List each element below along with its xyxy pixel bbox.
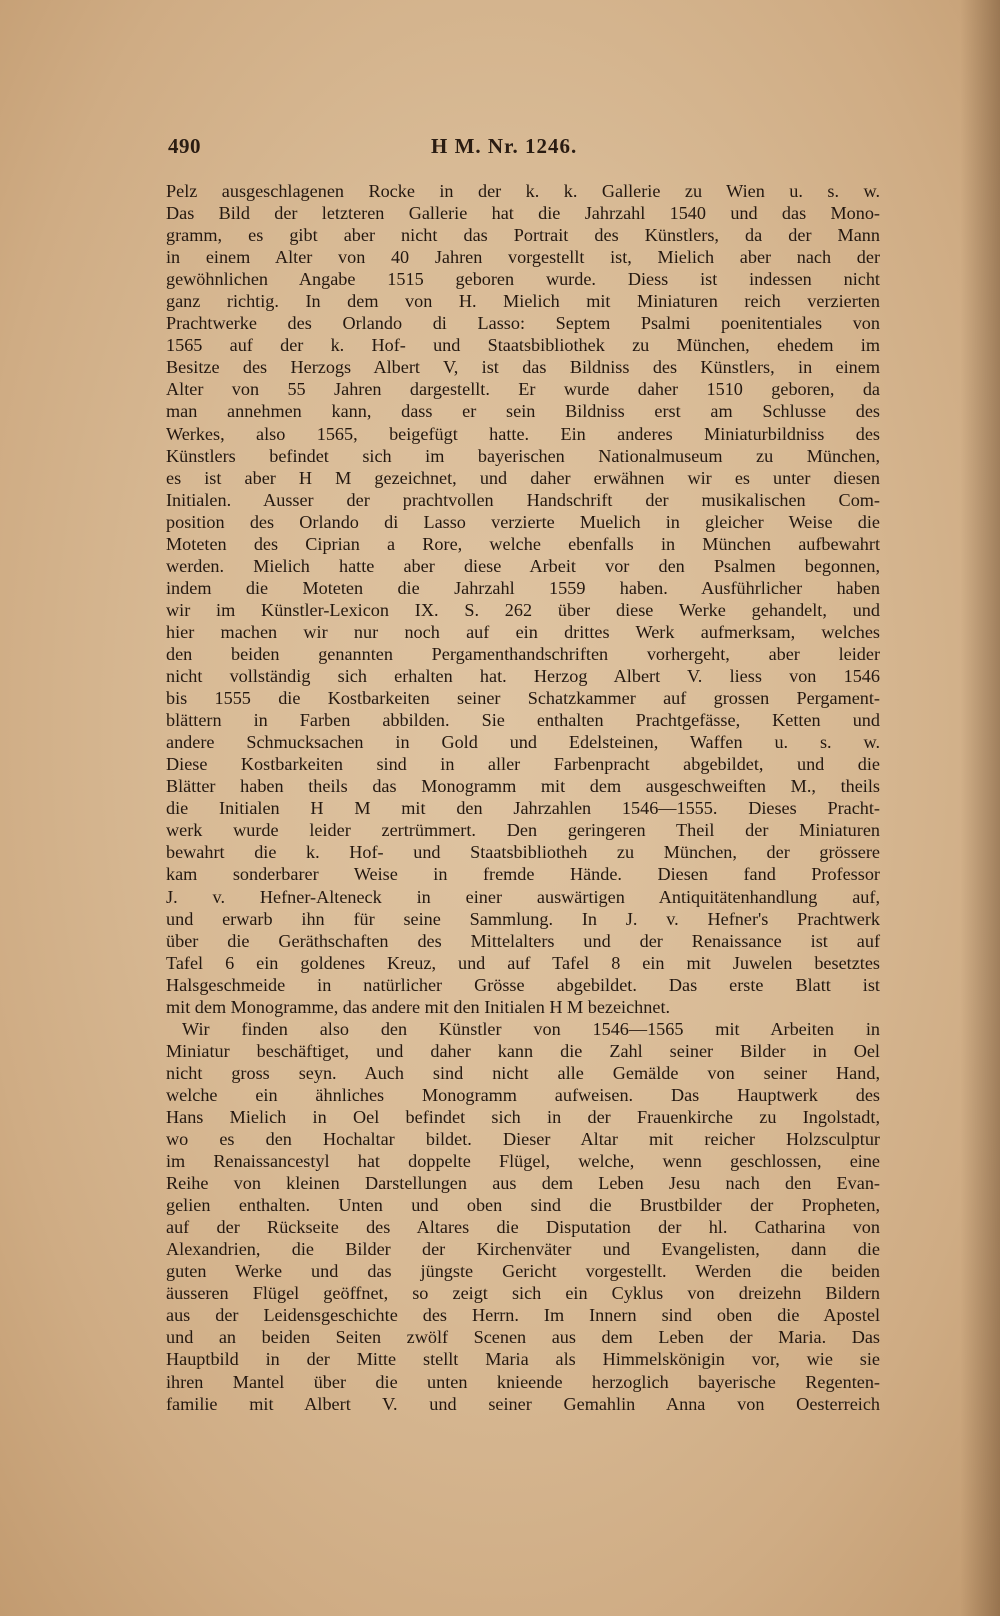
text-line: blättern in Farben abbilden. Sie enthalten Prachtgefässe, Ketten und: [166, 710, 880, 731]
text-line: indem die Moteten die Jahrzahl 1559 haben. Ausführlicher haben: [166, 577, 880, 598]
text-line: und an beiden Seiten zwölf Scenen aus dem Leben der Maria. Das: [166, 1327, 880, 1348]
text-line: wir im Künstler-Lexicon IX. S. 262 über diese Werke gehandelt, und: [166, 599, 880, 620]
text-line: gelien enthalten. Unten und oben sind die Brustbilder der Propheten,: [166, 1195, 880, 1216]
text-line: andere Schmucksachen in Gold und Edelsteinen, Waffen u. s. w.: [166, 732, 880, 753]
text-line: J. v. Hefner-Alteneck in einer auswärtigen Antiquitätenhandlung auf,: [166, 886, 880, 907]
text-line: Hauptbild in der Mitte stellt Maria als Himmelskönigin vor, wie sie: [166, 1349, 880, 1370]
text-line: Moteten des Ciprian a Rore, welche ebenfalls in München aufbewahrt: [166, 533, 880, 554]
text-line: werden. Mielich hatte aber diese Arbeit vor den Psalmen begonnen,: [166, 555, 880, 576]
text-line: Werkes, also 1565, beigefügt hatte. Ein anderes Miniaturbildniss des: [166, 423, 880, 444]
page-header: [168, 134, 878, 164]
text-line: wo es den Hochaltar bildet. Dieser Altar mit reicher Holzsculptur: [166, 1129, 880, 1150]
text-line: werk wurde leider zertrümmert. Den geringeren Theil der Miniaturen: [166, 820, 880, 841]
text-line: Alter von 55 Jahren dargestellt. Er wurde daher 1510 geboren, da: [166, 379, 880, 400]
text-line: Künstlers befindet sich im bayerischen Nationalmuseum zu München,: [166, 445, 880, 466]
text-line: familie mit Albert V. und seiner Gemahlin Anna von Oesterreich: [166, 1393, 880, 1414]
page-edge-shadow: [960, 0, 1000, 1616]
text-line: nicht vollständig sich erhalten hat. Herzog Albert V. liess von 1546: [166, 666, 880, 687]
text-line: mit dem Monogramme, das andere mit den Initialen H M bezeichnet.: [166, 996, 671, 1017]
text-line: Alexandrien, die Bilder der Kirchenväter und Evangelisten, dann die: [166, 1239, 880, 1260]
text-line: Wir finden also den Künstler von 1546—1565 mit Arbeiten in: [182, 1018, 880, 1039]
text-line: hier machen wir nur noch auf ein drittes Werk aufmerksam, welches: [166, 621, 880, 642]
text-line: Das Bild der letzteren Gallerie hat die Jahrzahl 1540 und das Mono-: [166, 203, 880, 224]
text-line: es ist aber H M gezeichnet, und daher erwähnen wir es unter diesen: [166, 467, 880, 488]
text-line: Besitze des Herzogs Albert V, ist das Bildniss des Künstlers, in einem: [166, 357, 880, 378]
text-line: bewahrt die k. Hof- und Staatsbibliotheh zu München, der grössere: [166, 842, 880, 863]
text-line: Hans Mielich in Oel befindet sich in der Frauenkirche zu Ingolstadt,: [166, 1106, 880, 1127]
text-line: äusseren Flügel geöffnet, so zeigt sich ein Cyklus von dreizehn Bildern: [166, 1283, 880, 1304]
text-line: ganz richtig. In dem von H. Mielich mit Miniaturen reich verzierten: [166, 291, 880, 312]
text-line: auf der Rückseite des Altares die Disputation der hl. Catharina von: [166, 1217, 880, 1238]
text-line: Blätter haben theils das Monogramm mit dem ausgeschweiften M., theils: [166, 776, 880, 797]
text-line: aus der Leidensgeschichte des Herrn. Im Innern sind oben die Apostel: [166, 1305, 880, 1326]
text-line: die Initialen H M mit den Jahrzahlen 1546—1555. Dieses Pracht-: [166, 798, 880, 819]
text-line: position des Orlando di Lasso verzierte Muelich in gleicher Weise die: [166, 511, 880, 532]
text-line: Initialen. Ausser der prachtvollen Handschrift der musikalischen Com-: [166, 489, 880, 510]
text-line: Prachtwerke des Orlando di Lasso: Septem Psalmi poenitentiales von: [166, 313, 880, 334]
body-text: [166, 180, 880, 1415]
text-line: gramm, es gibt aber nicht das Portrait des Künstlers, da der Mann: [166, 225, 880, 246]
text-line: Halsgeschmeide in natürlicher Grösse abgebildet. Das erste Blatt ist: [166, 974, 880, 995]
text-line: welche ein ähnliches Monogramm aufweisen. Das Hauptwerk des: [166, 1084, 880, 1105]
text-line: Miniatur beschäftiget, und daher kann die Zahl seiner Bilder in Oel: [166, 1040, 880, 1061]
text-line: nicht gross seyn. Auch sind nicht alle Gemälde von seiner Hand,: [166, 1062, 880, 1083]
text-line: Reihe von kleinen Darstellungen aus dem Leben Jesu nach den Evan-: [166, 1173, 880, 1194]
text-line: in einem Alter von 40 Jahren vorgestellt ist, Mielich aber nach der: [166, 247, 880, 268]
text-line: den beiden genannten Pergamenthandschriften vorhergeht, aber leider: [166, 643, 880, 664]
text-line: 1565 auf der k. Hof- und Staatsbibliothek zu München, ehedem im: [166, 335, 880, 356]
text-line: Pelz ausgeschlagenen Rocke in der k. k. Gallerie zu Wien u. s. w.: [166, 181, 880, 201]
text-line: über die Geräthschaften des Mittelalters und der Renaissance ist auf: [166, 930, 880, 951]
text-line: und erwarb ihn für seine Sammlung. In J. v. Hefner's Prachtwerk: [166, 908, 880, 929]
text-line: bis 1555 die Kostbarkeiten seiner Schatzkammer auf grossen Pergament-: [166, 688, 880, 709]
running-title: H M. Nr. 1246.: [431, 134, 578, 158]
text-line: gewöhnlichen Angabe 1515 geboren wurde. Diess ist indessen nicht: [166, 269, 880, 290]
text-line: im Renaissancestyl hat doppelte Flügel, welche, wenn geschlossen, eine: [166, 1151, 880, 1172]
text-line: man annehmen kann, dass er sein Bildniss erst am Schlusse des: [166, 401, 880, 422]
text-line: guten Werke und das jüngste Gericht vorgestellt. Werden die beiden: [166, 1261, 880, 1282]
text-line: kam sonderbarer Weise in fremde Hände. Diesen fand Professor: [166, 864, 880, 885]
text-line: Diese Kostbarkeiten sind in aller Farbenpracht abgebildet, und die: [166, 754, 880, 775]
text-line: ihren Mantel über die unten knieende herzoglich bayerische Regenten-: [166, 1371, 880, 1392]
page-number: 490: [168, 134, 201, 158]
text-line: Tafel 6 ein goldenes Kreuz, und auf Tafel 8 ein mit Juwelen besetztes: [166, 952, 880, 973]
